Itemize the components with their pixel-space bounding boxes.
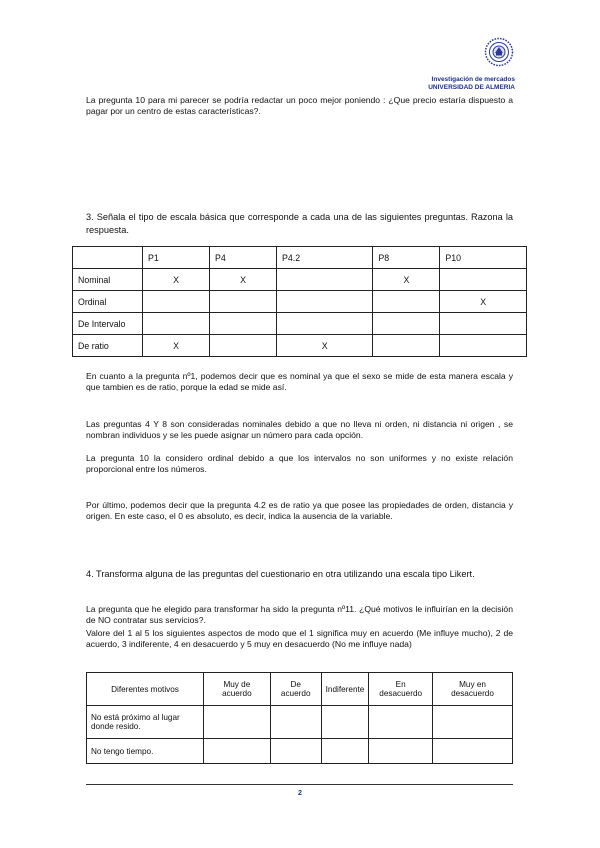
cell-mark xyxy=(210,335,277,357)
cell-mark xyxy=(440,313,527,335)
cell-mark xyxy=(373,335,440,357)
row-label: Nominal xyxy=(73,269,143,291)
row-label: De Intervalo xyxy=(73,313,143,335)
scale-col-p4-2: P4.2 xyxy=(277,247,373,269)
page-number: 2 xyxy=(298,790,302,797)
likert-row-label: No tengo tiempo. xyxy=(87,739,204,764)
likert-col-indiferente: Indiferente xyxy=(321,673,369,706)
likert-cell xyxy=(369,739,433,764)
footer-divider xyxy=(86,784,513,785)
cell-mark xyxy=(277,269,373,291)
header-university: UNIVERSIDAD DE ALMERIA xyxy=(428,84,515,91)
scale-row-ordinal xyxy=(73,291,527,313)
cell-mark xyxy=(143,291,210,313)
row-label: Ordinal xyxy=(73,291,143,313)
likert-row xyxy=(87,706,513,739)
scale-row-nominal xyxy=(73,269,527,291)
cell-mark xyxy=(143,313,210,335)
row-label: De ratio xyxy=(73,335,143,357)
question-4-instructions: Valore del 1 al 5 los siguientes aspectos de modo que el 1 significa muy en acuerdo (Me influye mucho), 2 de acuerdo, 3 indiferente, 4 en desacuerdo y 5 muy en desacuerdo (No me influye nada) xyxy=(86,628,513,649)
explanation-p4-p8: Las preguntas 4 Y 8 son consideradas nominales debido a que no lleva ni orden, ni distancia ni origen , se nombran individuos y se les puede asignar un número para cada opción. xyxy=(86,419,513,440)
scale-table-corner xyxy=(73,247,143,269)
explanation-p1: En cuanto a la pregunta nº1, podemos decir que es nominal ya que el sexo se mide de esta manera escala y que tambien es de ratio, porque la edad se mide así. xyxy=(86,371,513,392)
explanation-p10: La pregunta 10 la considero ordinal debido a que los intervalos no son uniformes y no existe relación proporcional entre los números. xyxy=(86,453,513,474)
cell-mark xyxy=(440,269,527,291)
cell-mark xyxy=(277,313,373,335)
question-3-title: 3. Señala el tipo de escala básica que corresponde a cada una de las siguientes preguntas. Razona la respuesta. xyxy=(86,212,513,235)
cell-mark: X xyxy=(143,269,210,291)
university-seal-icon xyxy=(484,37,514,67)
cell-mark: X xyxy=(143,335,210,357)
explanation-p4-2: Por último, podemos decir que la pregunta 4.2 es de ratio ya que posee las propiedades de orden, distancia y origen. En este caso, el 0 es absoluto, es decir, indica la ausencia de la variable. xyxy=(86,500,513,521)
likert-cell xyxy=(204,739,271,764)
scale-table xyxy=(72,246,527,357)
scale-table-header-row xyxy=(73,247,527,269)
likert-header-row xyxy=(87,673,513,706)
cell-mark xyxy=(373,291,440,313)
question-4-title: 4. Transforma alguna de las preguntas del cuestionario en otra utilizando una escala tipo Likert. xyxy=(86,569,475,579)
likert-col-en-desacuerdo: En desacuerdo xyxy=(369,673,433,706)
likert-table xyxy=(86,672,513,764)
likert-cell xyxy=(433,739,513,764)
intro-paragraph: La pregunta 10 para mi parecer se podría redactar un poco mejor poniendo : ¿Que precio estaría dispuesto a pagar por un centro de estas características?. xyxy=(86,95,513,116)
scale-col-p1: P1 xyxy=(143,247,210,269)
likert-cell xyxy=(369,706,433,739)
header-subject: Investigación de mercados xyxy=(431,76,515,83)
likert-cell xyxy=(204,706,271,739)
likert-row xyxy=(87,739,513,764)
cell-mark xyxy=(440,335,527,357)
likert-cell xyxy=(433,706,513,739)
likert-cell xyxy=(321,706,369,739)
scale-row-intervalo xyxy=(73,313,527,335)
question-4-choice: La pregunta que he elegido para transformar ha sido la pregunta nº11. ¿Qué motivos le influirían en la decisión de NO contratar sus servicios?. xyxy=(86,604,513,625)
cell-mark xyxy=(373,313,440,335)
likert-cell xyxy=(270,739,321,764)
scale-col-p4: P4 xyxy=(210,247,277,269)
scale-row-ratio xyxy=(73,335,527,357)
likert-cell xyxy=(270,706,321,739)
likert-col-de-acuerdo: De acuerdo xyxy=(270,673,321,706)
cell-mark xyxy=(277,291,373,313)
likert-row-label: No está próximo al lugar donde resido. xyxy=(87,706,204,739)
scale-col-p10: P10 xyxy=(440,247,527,269)
cell-mark xyxy=(210,313,277,335)
cell-mark: X xyxy=(210,269,277,291)
likert-cell xyxy=(321,739,369,764)
cell-mark xyxy=(210,291,277,313)
cell-mark: X xyxy=(373,269,440,291)
likert-col-motivos: Diferentes motivos xyxy=(87,673,204,706)
cell-mark: X xyxy=(277,335,373,357)
likert-col-muy-en-desacuerdo: Muy en desacuerdo xyxy=(433,673,513,706)
scale-col-p8: P8 xyxy=(373,247,440,269)
cell-mark: X xyxy=(440,291,527,313)
likert-col-muy-de-acuerdo: Muy de acuerdo xyxy=(204,673,271,706)
